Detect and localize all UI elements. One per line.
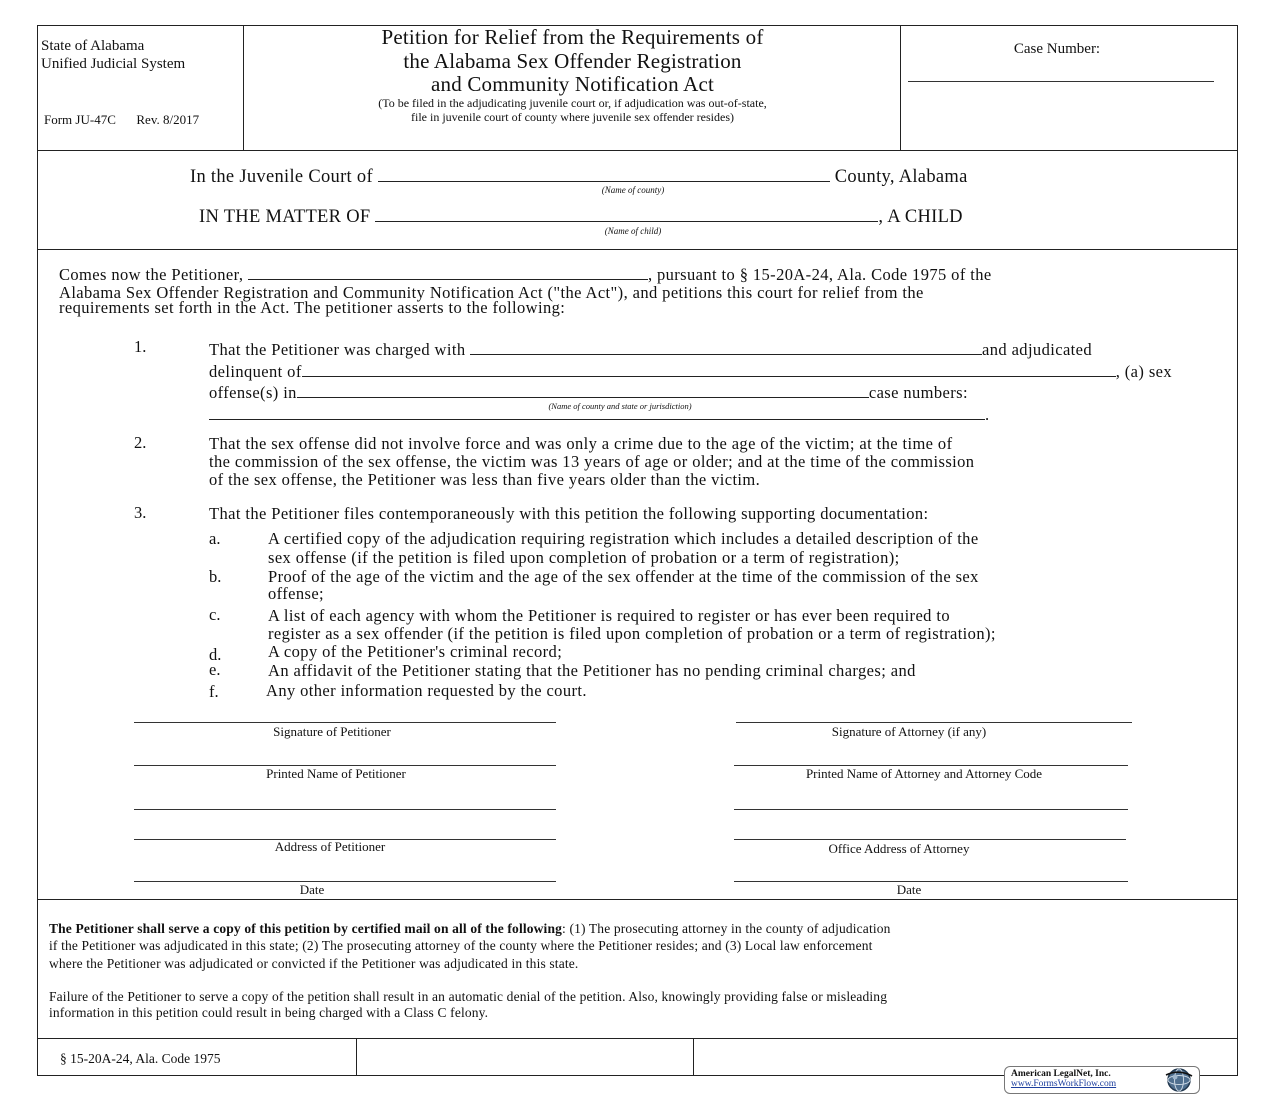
warning-line-2: information in this petition could result in being charged with a Class C felony. (49, 1005, 489, 1020)
form-subtitle (245, 96, 900, 124)
item-2-line-3: of the sex offense, the Petitioner was less than five years older than the victim. (209, 470, 761, 489)
intro-line-1 (59, 266, 992, 283)
service-notice-rest: : (1) The prosecuting attorney in the county of adjudication (562, 921, 891, 936)
item-1-charged-text: That the Petitioner was charged with (209, 340, 466, 359)
publisher-name: American LegalNet, Inc. (1011, 1069, 1111, 1079)
subtitle-line-2: file in juvenile court of county where juvenile sex offender resides) (411, 110, 734, 124)
court-divider (37, 249, 1238, 250)
petitioner-printed-name-label: Printed Name of Petitioner (266, 766, 406, 781)
court-suffix: County, Alabama (834, 167, 968, 187)
petitioner-name-field[interactable] (248, 266, 648, 280)
item-3c-line-2: register as a sex offender (if the petition is filed upon completion of probation or a term of registration); (268, 624, 996, 643)
jurisdiction-field[interactable] (297, 384, 869, 398)
form-id: Form JU-47C (44, 112, 116, 127)
attorney-address-field-2[interactable] (734, 839, 1126, 840)
item-1-line-4 (209, 406, 990, 423)
attorney-printed-name-label: Printed Name of Attorney and Attorney Code (805, 766, 1043, 781)
code-citation: § 15-20A-24, Ala. Code 1975 (60, 1051, 221, 1066)
case-number-label: Case Number: (1013, 41, 1101, 57)
child-hint: (Name of child) (604, 226, 662, 236)
item-3a-letter: a. (209, 529, 221, 548)
subtitle-line-1: (To be filed in the adjudicating juvenile court or, if adjudication was out-of-state, (378, 96, 767, 110)
matter-prefix: IN THE MATTER OF (199, 207, 371, 227)
item-1-line-1 (209, 341, 1092, 358)
petitioner-signature-field[interactable] (134, 722, 556, 723)
item-1-line-3 (209, 384, 968, 401)
item-1-delinquent-text: delinquent of (209, 362, 302, 381)
jurisdiction-hint: (Name of county and state or jurisdiction) (548, 401, 692, 411)
intro-line-2: Alabama Sex Offender Registration and Community Notification Act ("the Act"), and petitions this court for relief from the (59, 283, 924, 302)
county-name-field[interactable] (378, 166, 830, 182)
petitioner-address-label: Address of Petitioner (274, 839, 386, 854)
child-name-field[interactable] (375, 206, 878, 222)
service-notice-line-2: if the Petitioner was adjudicated in this state; (2) The prosecuting attorney of the county where the Petitioner resides; and (3) Local law enforcement (49, 938, 873, 953)
county-hint: (Name of county) (601, 185, 665, 195)
petitioner-signature-label: Signature of Petitioner (273, 724, 391, 739)
item-3b-line-1: Proof of the age of the victim and the age of the sex offender at the time of the commission of the sex (268, 567, 979, 586)
intro-line-3: requirements set forth in the Act. The petitioner asserts to the following: (59, 298, 566, 317)
globe-icon (1163, 1067, 1195, 1093)
agency-block (41, 37, 185, 73)
item-1-line-2 (209, 363, 1172, 380)
form-title (245, 26, 900, 97)
footer-divider-1 (356, 1038, 357, 1076)
header-right-divider (900, 25, 901, 150)
service-notice-line-1 (49, 920, 891, 938)
warning-line-1: Failure of the Petitioner to serve a copy of the petition shall result in an automatic denial of the petition. Also, knowingly providing false or misleading (49, 989, 888, 1004)
title-line-3: and Community Notification Act (430, 72, 715, 96)
item-1-period: . (985, 405, 990, 424)
footer-divider-2 (693, 1038, 694, 1076)
state-name: State of Alabama (41, 38, 145, 54)
item-1-number: 1. (134, 337, 147, 356)
item-2-line-2: the commission of the sex offense, the victim was 13 years of age or older; and at the time of the commission (209, 452, 975, 471)
item-3f-letter: f. (209, 682, 219, 701)
service-notice-lead: The Petitioner shall serve a copy of this petition by certified mail on all of the following (49, 921, 563, 936)
service-notice-line-3: where the Petitioner was adjudicated or convicted if the Petitioner was adjudicated in this state. (49, 956, 579, 971)
court-prefix: In the Juvenile Court of (190, 167, 373, 187)
item-2-line-1: That the sex offense did not involve force and was only a crime due to the age of the victim; at the time of (209, 434, 953, 453)
item-3-intro: That the Petitioner files contemporaneously with this petition the following supporting documentation: (209, 504, 929, 523)
attorney-signature-label: Signature of Attorney (if any) (831, 724, 987, 739)
petitioner-address-field-1[interactable] (134, 809, 556, 810)
system-name: Unified Judicial System (41, 56, 186, 72)
item-3b-letter: b. (209, 567, 222, 586)
header-divider (37, 150, 1238, 151)
item-3a-line-1: A certified copy of the adjudication requiring registration which includes a detailed description of the (268, 529, 979, 548)
case-numbers-field[interactable] (209, 406, 985, 420)
item-3b-line-2: offense; (268, 584, 325, 603)
delinquent-of-field[interactable] (302, 363, 1116, 377)
case-number-field[interactable] (908, 81, 1214, 82)
title-line-1: Petition for Relief from the Requirements of (381, 25, 764, 49)
item-1-offense-in-text: offense(s) in (209, 383, 297, 402)
item-3c-line-1: A list of each agency with whom the Petitioner is required to register or has ever been required to (268, 606, 950, 625)
attorney-address-field-1[interactable] (734, 809, 1128, 810)
notice-divider (37, 899, 1238, 900)
title-line-2: the Alabama Sex Offender Registration (403, 48, 742, 73)
item-3d-letter: d. (209, 645, 222, 664)
item-3a-line-2: sex offense (if the petition is filed upon completion of probation or a term of registration); (268, 548, 900, 567)
footer-divider (37, 1038, 1238, 1039)
item-3e-text: An affidavit of the Petitioner stating that the Petitioner has no pending criminal charges; and (268, 661, 916, 680)
charged-with-field[interactable] (470, 341, 982, 355)
publisher-link[interactable]: www.FormsWorkFlow.com (1011, 1079, 1117, 1089)
item-3f-text: Any other information requested by the court. (266, 681, 587, 700)
matter-row (199, 206, 963, 228)
item-1-adjudicated-text: and adjudicated (982, 340, 1093, 359)
form-revision: Rev. 8/2017 (136, 112, 200, 127)
intro-part-1: Comes now the Petitioner, (59, 265, 244, 284)
intro-part-2: , pursuant to § 15-20A-24, Ala. Code 1975 of the (647, 265, 992, 284)
attorney-signature-field[interactable] (736, 722, 1132, 723)
header-left-divider (243, 25, 244, 150)
attorney-date-label: Date (896, 882, 922, 897)
petitioner-date-label: Date (299, 882, 325, 897)
item-3e-letter: e. (209, 660, 221, 679)
matter-suffix: , A CHILD (878, 207, 963, 227)
attorney-address-label: Office Address of Attorney (828, 841, 970, 856)
item-1-sex-text: , (a) sex (1115, 362, 1173, 381)
item-3d-text: A copy of the Petitioner's criminal record; (268, 642, 563, 661)
item-3-number: 3. (134, 503, 147, 522)
item-3c-letter: c. (209, 605, 221, 624)
form-id-block (44, 112, 199, 128)
item-2-number: 2. (134, 433, 147, 452)
item-1-case-numbers-text: case numbers: (868, 383, 968, 402)
